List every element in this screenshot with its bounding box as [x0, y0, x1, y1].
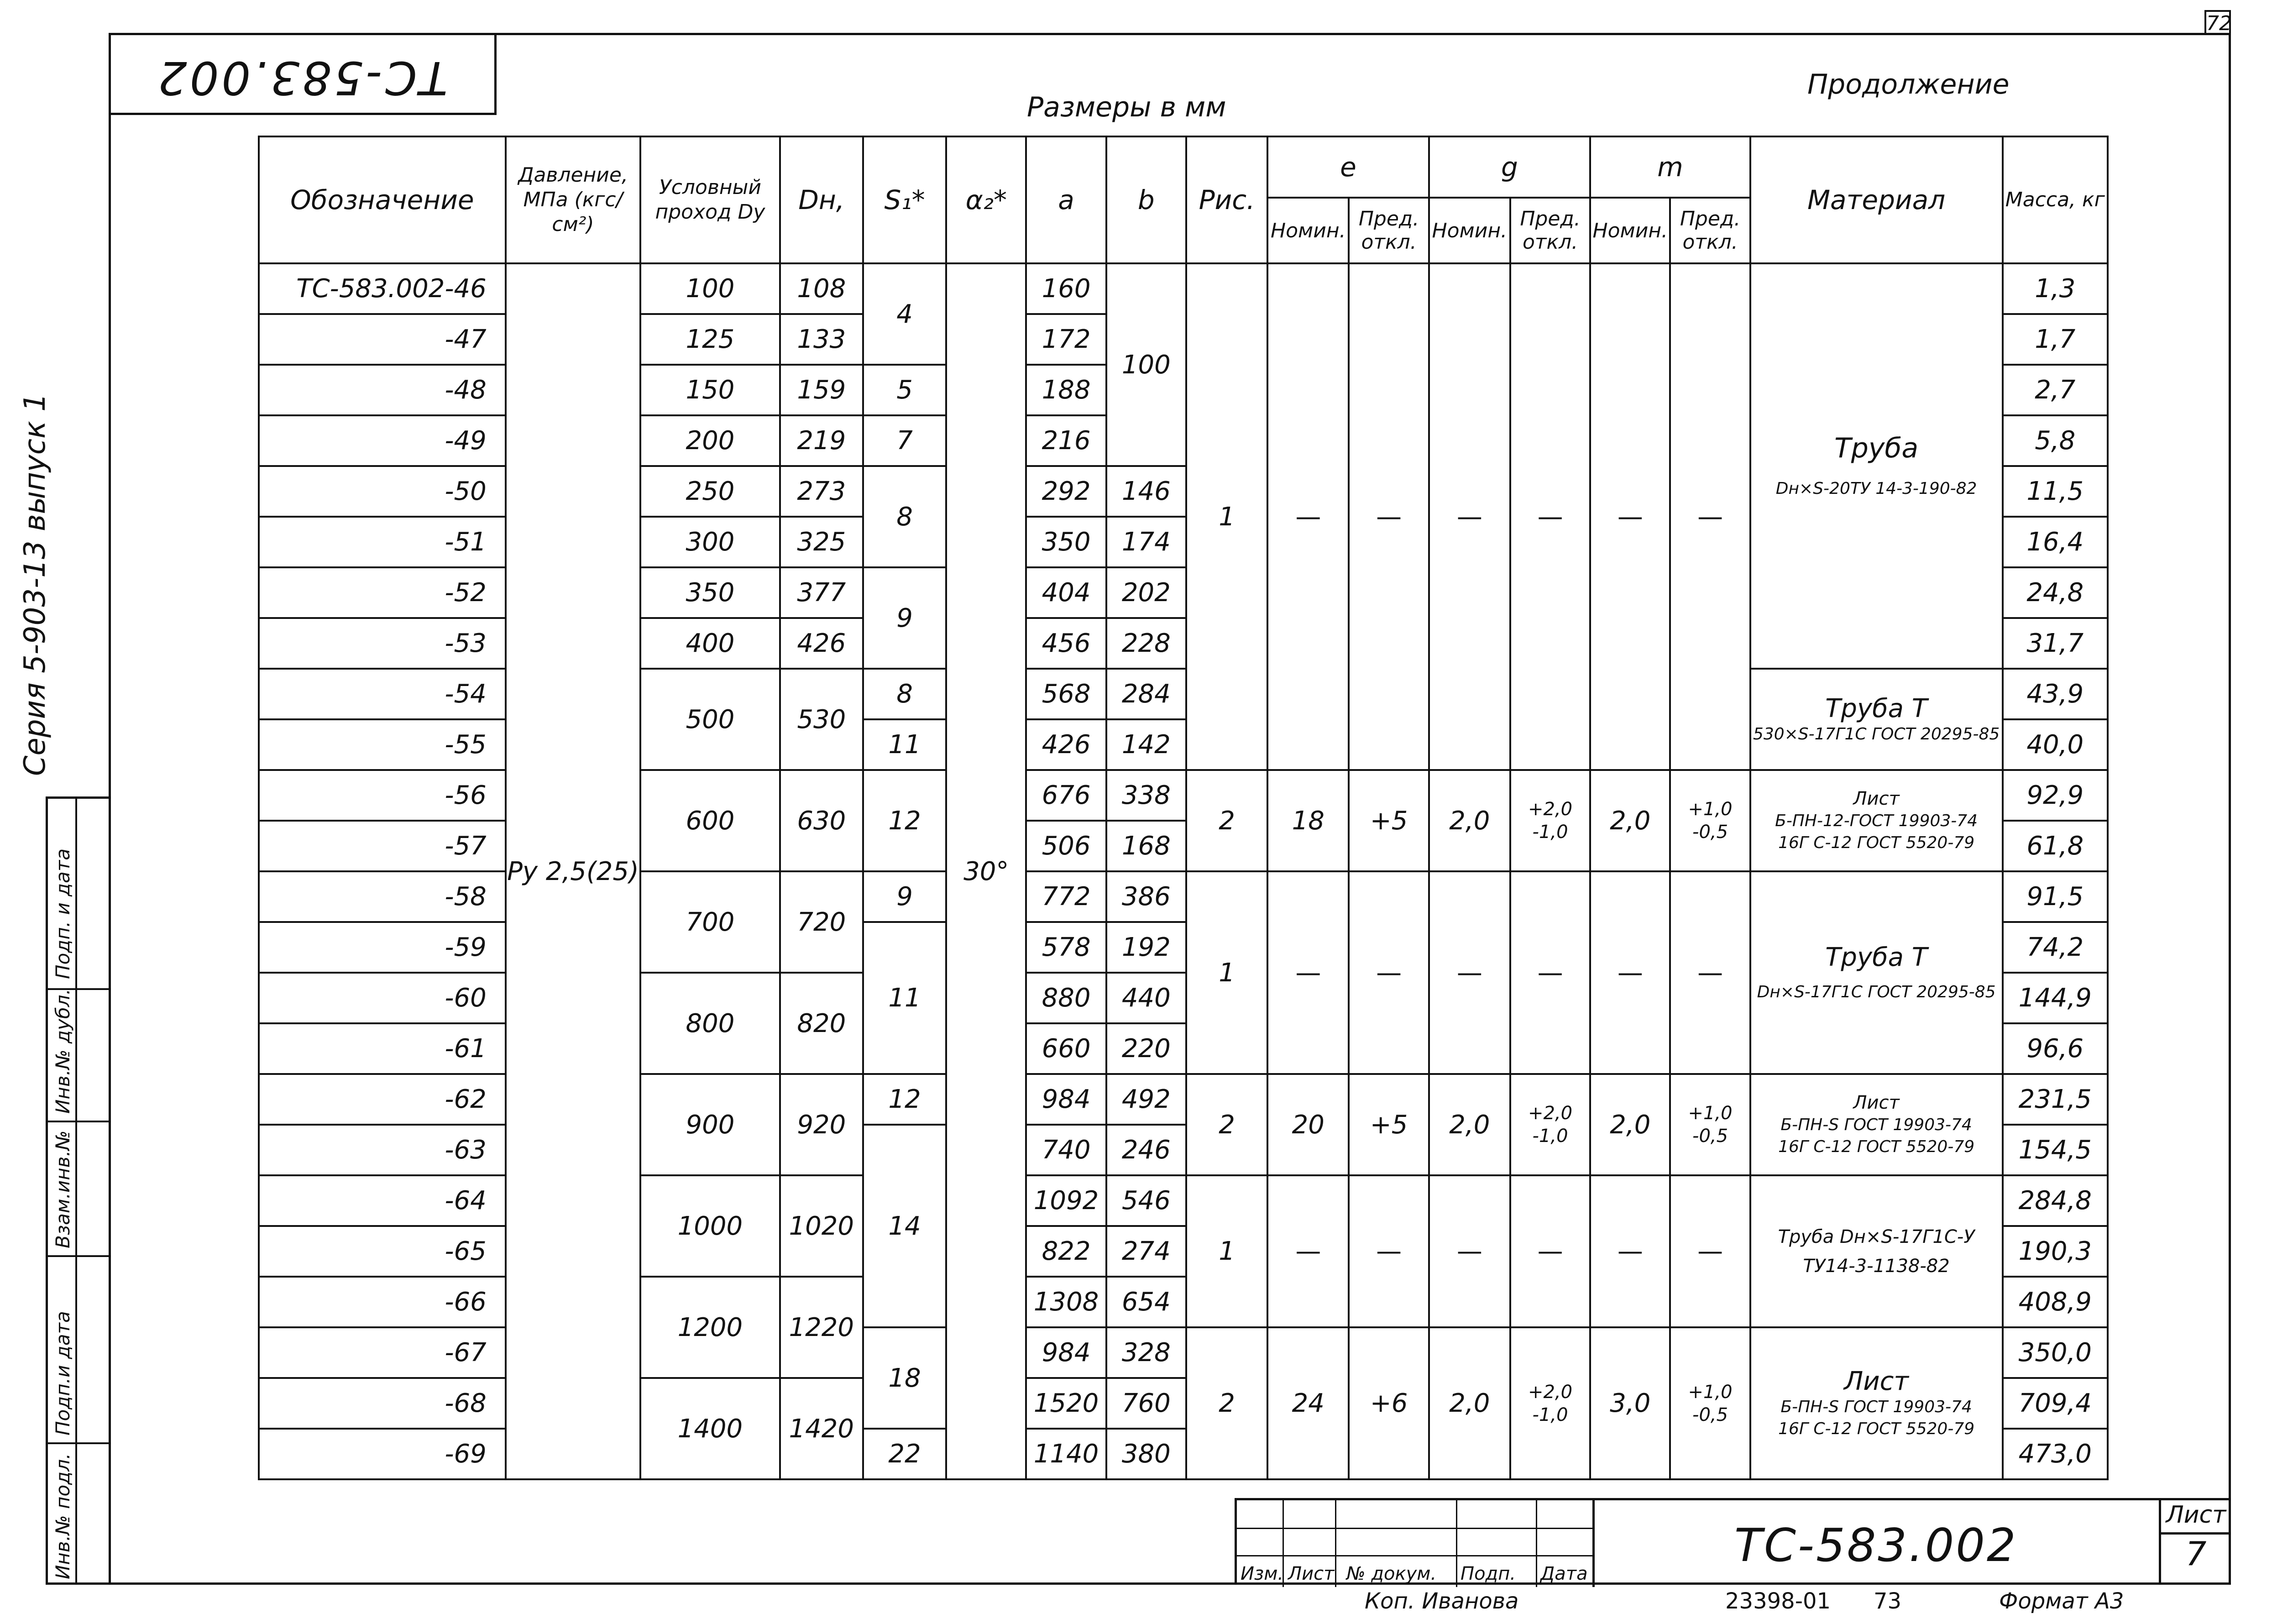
col-doc-no: № докум.	[1346, 1563, 1437, 1584]
dn: 426	[780, 618, 863, 669]
b: 386	[1106, 871, 1186, 922]
a: 660	[1026, 1023, 1106, 1074]
dn: 159	[780, 365, 863, 415]
m-nom: 2,0	[1590, 770, 1670, 871]
corner-sheet-number: 72	[2204, 10, 2231, 35]
hdr-b: b	[1106, 136, 1186, 263]
du: 900	[640, 1074, 780, 1175]
m-tol: —	[1670, 263, 1750, 770]
m-tol: —	[1670, 871, 1750, 1074]
s1: 9	[863, 871, 946, 922]
du: 300	[640, 517, 780, 567]
designation: -65	[259, 1226, 506, 1277]
mass: 11,5	[2003, 466, 2108, 517]
g-nom: —	[1429, 263, 1510, 770]
designation: -50	[259, 466, 506, 517]
designation: -69	[259, 1429, 506, 1479]
a: 188	[1026, 365, 1106, 415]
specification-table	[258, 136, 2109, 1480]
hdr-g-tol: Пред. откл.	[1510, 198, 1590, 263]
col-date: Дата	[1540, 1563, 1588, 1584]
b: 168	[1106, 821, 1186, 871]
mass: 709,4	[2003, 1378, 2108, 1429]
material-3	[1750, 770, 2003, 871]
b: 100	[1106, 263, 1186, 466]
dn: 1420	[780, 1378, 863, 1479]
a: 350	[1026, 517, 1106, 567]
dn: 920	[780, 1074, 863, 1175]
s1: 11	[863, 719, 946, 770]
b: 440	[1106, 973, 1186, 1023]
hdr-s1: S₁*	[863, 136, 946, 263]
designation: -61	[259, 1023, 506, 1074]
a: 984	[1026, 1327, 1106, 1378]
m-nom: —	[1590, 263, 1670, 770]
side-label-dup-inv: Инв.№ дубл.	[52, 988, 74, 1114]
material-1	[1750, 263, 2003, 669]
fig: 1	[1186, 1175, 1267, 1327]
dn: 325	[780, 517, 863, 567]
g-tol: +2,0 -1,0	[1510, 1327, 1590, 1479]
sheet-label: Лист	[2161, 1498, 2231, 1535]
designation: -57	[259, 821, 506, 871]
material-spec: 16Г С-12 ГОСТ 5520-79	[1778, 1420, 1975, 1438]
a: 822	[1026, 1226, 1106, 1277]
side-label-orig-inv: Инв.№ подл.	[52, 1453, 74, 1579]
a: 456	[1026, 618, 1106, 669]
designation: -52	[259, 567, 506, 618]
side-label-sign-date-2: Подп.и дата	[52, 1311, 74, 1435]
s1: 14	[863, 1125, 946, 1327]
sheet-value: 7	[2185, 1535, 2207, 1573]
mass: 43,9	[2003, 669, 2108, 719]
sheet-box	[2159, 1498, 2231, 1585]
b: 274	[1106, 1226, 1186, 1277]
s1: 18	[863, 1327, 946, 1429]
alpha-value: 30°	[946, 263, 1026, 1479]
material-title: Труба	[1834, 432, 1919, 464]
dn: 720	[780, 871, 863, 973]
hdr-g: g	[1429, 136, 1591, 198]
series-label: Серия 5-903-13 выпуск 1	[18, 393, 52, 776]
designation: -54	[259, 669, 506, 719]
material-7	[1750, 1327, 2003, 1479]
g-tol: —	[1510, 263, 1590, 770]
designation: -49	[259, 415, 506, 466]
designation: -48	[259, 365, 506, 415]
du: 150	[640, 365, 780, 415]
e-tol: —	[1349, 1175, 1429, 1327]
b: 492	[1106, 1074, 1186, 1125]
hdr-mass: Масса, кг	[2003, 136, 2108, 263]
material-2	[1750, 669, 2003, 770]
material-title: Лист	[1844, 1367, 1909, 1396]
s1: 8	[863, 466, 946, 567]
designation: -67	[259, 1327, 506, 1378]
e-tol: +5	[1349, 1074, 1429, 1175]
material-spec: Dн×S-20ТУ 14-3-190-82	[1775, 479, 1977, 498]
mass: 16,4	[2003, 517, 2108, 567]
m-tol: +1,0 -0,5	[1670, 1074, 1750, 1175]
col-change: Изм.	[1241, 1563, 1284, 1584]
a: 292	[1026, 466, 1106, 517]
e-nom: 18	[1267, 770, 1349, 871]
a: 1092	[1026, 1175, 1106, 1226]
du: 400	[640, 618, 780, 669]
hdr-g-nom: Номин.	[1429, 198, 1510, 263]
b: 654	[1106, 1277, 1186, 1327]
s1: 5	[863, 365, 946, 415]
a: 772	[1026, 871, 1106, 922]
hdr-designation: Обозначение	[259, 136, 506, 263]
material-spec: 16Г С-12 ГОСТ 5520-79	[1778, 1137, 1975, 1156]
du: 1200	[640, 1277, 780, 1378]
b: 380	[1106, 1429, 1186, 1479]
b: 142	[1106, 719, 1186, 770]
dn: 377	[780, 567, 863, 618]
m-nom: 2,0	[1590, 1074, 1670, 1175]
m-nom: —	[1590, 871, 1670, 1074]
pressure-value: Ру 2,5(25)	[506, 263, 640, 1479]
revision-grid	[1237, 1500, 1595, 1587]
b: 174	[1106, 517, 1186, 567]
fig: 2	[1186, 1327, 1267, 1479]
mass: 61,8	[2003, 821, 2108, 871]
designation: -55	[259, 719, 506, 770]
b: 284	[1106, 669, 1186, 719]
paper-format: Формат А3	[1999, 1588, 2124, 1614]
designation: -56	[259, 770, 506, 821]
hdr-nominal-bore: Условный проход Dy	[640, 136, 780, 263]
designation: -51	[259, 517, 506, 567]
a: 160	[1026, 263, 1106, 314]
du: 200	[640, 415, 780, 466]
designation: -47	[259, 314, 506, 365]
dn: 630	[780, 770, 863, 871]
du: 800	[640, 973, 780, 1074]
a: 404	[1026, 567, 1106, 618]
hdr-e-nom: Номин.	[1267, 198, 1349, 263]
hdr-material: Материал	[1750, 136, 2003, 263]
a: 216	[1026, 415, 1106, 466]
designation: -63	[259, 1125, 506, 1175]
dn: 1020	[780, 1175, 863, 1277]
s1: 12	[863, 770, 946, 871]
b: 202	[1106, 567, 1186, 618]
e-tol: —	[1349, 263, 1429, 770]
material-spec: 530×S-17Г1С ГОСТ 20295-85	[1753, 724, 2000, 744]
mass: 1,7	[2003, 314, 2108, 365]
du: 100	[640, 263, 780, 314]
col-sheet: Лист	[1288, 1563, 1335, 1584]
dn: 1220	[780, 1277, 863, 1378]
material-spec: Dн×S-17Г1С ГОСТ 20295-85	[1757, 982, 1996, 1001]
s1: 9	[863, 567, 946, 669]
s1: 22	[863, 1429, 946, 1479]
mass: 408,9	[2003, 1277, 2108, 1327]
du: 700	[640, 871, 780, 973]
dn: 108	[780, 263, 863, 314]
designation: -53	[259, 618, 506, 669]
hdr-e: e	[1267, 136, 1429, 198]
s1: 11	[863, 922, 946, 1074]
designation: -68	[259, 1378, 506, 1429]
material-title: Лист	[1853, 788, 1900, 809]
b: 328	[1106, 1327, 1186, 1378]
a: 984	[1026, 1074, 1106, 1125]
designation: -66	[259, 1277, 506, 1327]
material-4	[1750, 871, 2003, 1074]
mass: 5,8	[2003, 415, 2108, 466]
s1: 7	[863, 415, 946, 466]
mass: 31,7	[2003, 618, 2108, 669]
g-tol: —	[1510, 871, 1590, 1074]
mass: 40,0	[2003, 719, 2108, 770]
dn: 530	[780, 669, 863, 770]
g-nom: 2,0	[1429, 770, 1510, 871]
title-block	[1235, 1498, 2231, 1585]
s1: 4	[863, 263, 946, 365]
mass: 154,5	[2003, 1125, 2108, 1175]
designation: -60	[259, 973, 506, 1023]
du: 500	[640, 669, 780, 770]
e-nom: —	[1267, 1175, 1349, 1327]
top-doc-code: ТС-583.002	[155, 51, 448, 105]
designation: -64	[259, 1175, 506, 1226]
e-nom: 24	[1267, 1327, 1349, 1479]
mass: 92,9	[2003, 770, 2108, 821]
a: 740	[1026, 1125, 1106, 1175]
hdr-m: m	[1590, 136, 1750, 198]
mass: 473,0	[2003, 1429, 2108, 1479]
hdr-alpha: α₂*	[946, 136, 1026, 263]
material-spec: Б-ПН-S ГОСТ 19903-74	[1780, 1116, 1972, 1134]
b: 192	[1106, 922, 1186, 973]
hdr-m-nom: Номин.	[1590, 198, 1670, 263]
e-tol: +5	[1349, 770, 1429, 871]
side-stamp	[46, 796, 109, 1585]
fig: 2	[1186, 770, 1267, 871]
top-stamp	[109, 33, 497, 115]
g-tol: —	[1510, 1175, 1590, 1327]
fig: 1	[1186, 263, 1267, 770]
du: 1000	[640, 1175, 780, 1277]
du: 1400	[640, 1378, 780, 1479]
g-nom: 2,0	[1429, 1327, 1510, 1479]
b: 220	[1106, 1023, 1186, 1074]
dn: 133	[780, 314, 863, 365]
fig: 1	[1186, 871, 1267, 1074]
table-row	[259, 263, 2108, 314]
material-spec: Б-ПН-S ГОСТ 19903-74	[1780, 1398, 1972, 1416]
g-nom: —	[1429, 1175, 1510, 1327]
b: 546	[1106, 1175, 1186, 1226]
m-tol: +1,0 -0,5	[1670, 1327, 1750, 1479]
mass: 24,8	[2003, 567, 2108, 618]
g-nom: —	[1429, 871, 1510, 1074]
dn: 273	[780, 466, 863, 517]
continuation-label: Продолжение	[1807, 68, 2010, 100]
a: 676	[1026, 770, 1106, 821]
hdr-a: a	[1026, 136, 1106, 263]
a: 506	[1026, 821, 1106, 871]
mass: 96,6	[2003, 1023, 2108, 1074]
material-spec: 16Г С-12 ГОСТ 5520-79	[1778, 833, 1975, 852]
dn: 820	[780, 973, 863, 1074]
g-tol: +2,0 -1,0	[1510, 1074, 1590, 1175]
designation: -62	[259, 1074, 506, 1125]
e-tol: —	[1349, 871, 1429, 1074]
m-tol: —	[1670, 1175, 1750, 1327]
a: 1140	[1026, 1429, 1106, 1479]
a: 880	[1026, 973, 1106, 1023]
material-title: Труба Т	[1825, 942, 1927, 972]
a: 1308	[1026, 1277, 1106, 1327]
s1: 8	[863, 669, 946, 719]
du: 600	[640, 770, 780, 871]
e-tol: +6	[1349, 1327, 1429, 1479]
a: 172	[1026, 314, 1106, 365]
material-spec: ТУ14-3-1138-82	[1803, 1255, 1950, 1277]
material-title: Лист	[1853, 1092, 1900, 1113]
hdr-dn: Dн,	[780, 136, 863, 263]
mass: 190,3	[2003, 1226, 2108, 1277]
hdr-e-tol: Пред. откл.	[1349, 198, 1429, 263]
b: 246	[1106, 1125, 1186, 1175]
order-number: 23398-01	[1725, 1588, 1831, 1614]
material-spec: Б-ПН-12-ГОСТ 19903-74	[1775, 812, 1978, 830]
side-label-sign-date: Подп. и дата	[52, 848, 74, 979]
a: 568	[1026, 669, 1106, 719]
e-nom: —	[1267, 871, 1349, 1074]
mass: 2,7	[2003, 365, 2108, 415]
col-sign: Подп.	[1461, 1563, 1516, 1584]
dimensions-note: Размеры в мм	[1027, 91, 1226, 123]
mass: 144,9	[2003, 973, 2108, 1023]
m-nom: —	[1590, 1175, 1670, 1327]
du: 350	[640, 567, 780, 618]
hdr-fig: Рис.	[1186, 136, 1267, 263]
b: 338	[1106, 770, 1186, 821]
material-title: Труба Т	[1825, 693, 1927, 723]
mass: 91,5	[2003, 871, 2108, 922]
mass: 1,3	[2003, 263, 2108, 314]
du: 125	[640, 314, 780, 365]
copied-by: Коп. Иванова	[1365, 1588, 1519, 1614]
b: 146	[1106, 466, 1186, 517]
material-6	[1750, 1175, 2003, 1327]
hdr-pressure: Давление, МПа (кгс/см²)	[506, 136, 640, 263]
material-5	[1750, 1074, 2003, 1175]
a: 426	[1026, 719, 1106, 770]
designation: ТС-583.002-46	[259, 263, 506, 314]
du: 250	[640, 466, 780, 517]
material-title: Труба Dн×S-17Г1С-У	[1778, 1226, 1975, 1247]
e-nom: 20	[1267, 1074, 1349, 1175]
document-code: ТС-583.002	[1734, 1519, 2018, 1572]
mass: 350,0	[2003, 1327, 2108, 1378]
mass: 74,2	[2003, 922, 2108, 973]
dn: 219	[780, 415, 863, 466]
mass: 231,5	[2003, 1074, 2108, 1125]
m-nom: 3,0	[1590, 1327, 1670, 1479]
g-nom: 2,0	[1429, 1074, 1510, 1175]
mass: 284,8	[2003, 1175, 2108, 1226]
b: 228	[1106, 618, 1186, 669]
fig: 2	[1186, 1074, 1267, 1175]
g-tol: +2,0 -1,0	[1510, 770, 1590, 871]
e-nom: —	[1267, 263, 1349, 770]
designation: -58	[259, 871, 506, 922]
m-tol: +1,0 -0,5	[1670, 770, 1750, 871]
designation: -59	[259, 922, 506, 973]
s1: 12	[863, 1074, 946, 1125]
a: 1520	[1026, 1378, 1106, 1429]
a: 578	[1026, 922, 1106, 973]
order-page: 73	[1874, 1588, 1902, 1614]
b: 760	[1106, 1378, 1186, 1429]
side-label-replace-inv: Взам.инв.№	[52, 1130, 74, 1248]
hdr-m-tol: Пред. откл.	[1670, 198, 1750, 263]
